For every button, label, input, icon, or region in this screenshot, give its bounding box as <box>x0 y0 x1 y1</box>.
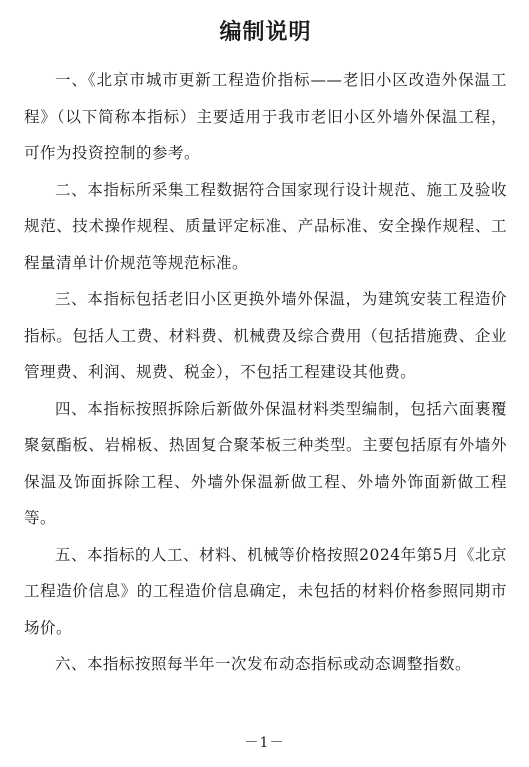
paragraph-3: 三、本指标包括老旧小区更换外墙外保温，为建筑安装工程造价指标。包括人工费、材料费、机械费及综合费用（包括措施费、企业管理费、利润、规费、税金），不包括工程建设其他费。 <box>24 290 507 381</box>
paragraph-6: 六、本指标按照每半年一次发布动态指标或动态调整指数。 <box>55 655 472 673</box>
page-number: －1－ <box>244 735 285 751</box>
paragraph-5: 五、本指标的人工、材料、机械等价格按照2024年第5月《北京工程造价信息》的工程造价信息确定，未包括的材料价格参照同期市场价。 <box>24 545 507 637</box>
paragraph-4: 四、本指标按照拆除后新做外保温材料类型编制，包括六面裹覆聚氨酯板、岩棉板、热固复合聚苯板三种类型。主要包括原有外墙外保温及饰面拆除工程、外墙外保温新做工程、外墙外饰面新做工程等。 <box>24 399 507 527</box>
document-title: 编制说明 <box>219 20 312 45</box>
paragraph-1: 一、《北京市城市更新工程造价指标——老旧小区改造外保温工程》（以下简称本指标）主要适用于我市老旧小区外墙外保温工程，可作为投资控制的参考。 <box>24 71 507 162</box>
paragraph-2: 二、本指标所采集工程数据符合国家现行设计规范、施工及验收规范、技术操作规程、质量评定标准、产品标准、安全操作规程、工程量清单计价规范等规范标准。 <box>24 180 507 272</box>
